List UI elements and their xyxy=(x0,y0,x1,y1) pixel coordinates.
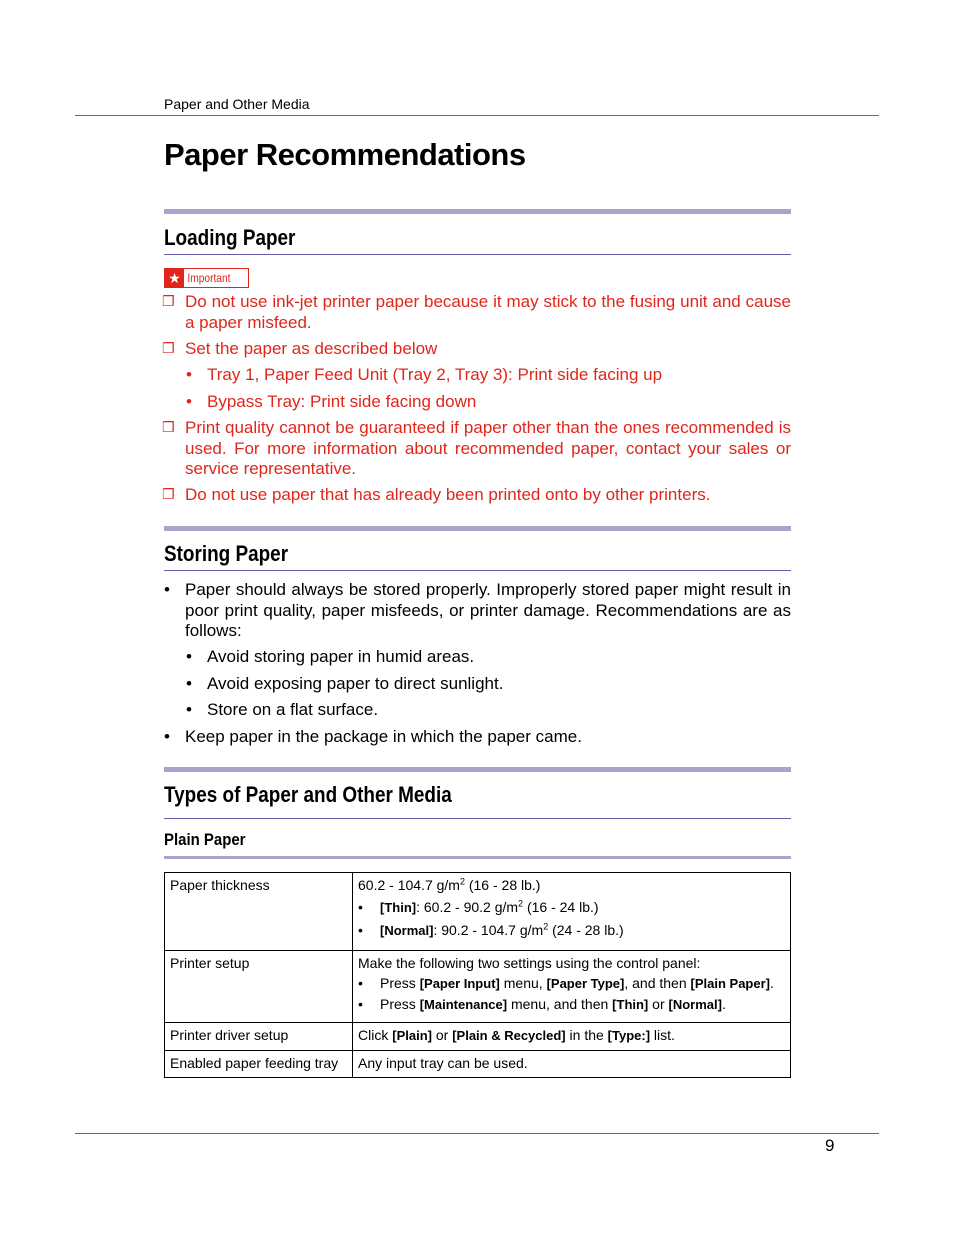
section-bar xyxy=(164,767,791,772)
bullet-icon: • xyxy=(164,580,170,599)
table-label-cell: Printer setup xyxy=(165,951,353,1023)
table-row xyxy=(165,951,791,1023)
subsection-rule xyxy=(164,856,791,859)
important-badge xyxy=(164,268,249,288)
cell-bullet-item xyxy=(358,995,785,1014)
bullet-icon: • xyxy=(186,392,192,411)
checkbox-icon: ❒ xyxy=(162,293,175,309)
header-rule xyxy=(75,115,879,116)
bullet-icon: • xyxy=(164,727,170,746)
storing-item: Paper should always be stored properly. Improperly stored paper might result in poor print quality, paper misfeeds, or printer damage. Recommendations are as follows: xyxy=(185,580,791,640)
cell-bullet-item xyxy=(358,974,785,993)
checkbox-icon: ❒ xyxy=(162,419,175,435)
table-value-cell xyxy=(353,1023,791,1051)
storing-item: Keep paper in the package in which the paper came. xyxy=(185,727,582,746)
option-key: [Plain & Recycled] xyxy=(452,1028,566,1043)
option-key: [Type:] xyxy=(607,1028,651,1043)
bullet-icon: • xyxy=(358,996,363,1012)
text-span: Click xyxy=(358,1027,393,1043)
bullet-icon: • xyxy=(186,647,192,666)
page-title: Paper Recommendations xyxy=(164,137,526,172)
important-item: Print quality cannot be guaranteed if paper other than the ones recommended is used. For more information about recommended paper, contact your sales or service representative. xyxy=(185,418,791,478)
text-span: in the xyxy=(565,1027,608,1043)
option-key: [Thin] xyxy=(612,997,649,1012)
important-subitem: Bypass Tray: Print side facing down xyxy=(207,392,477,411)
option-key: [Normal] xyxy=(380,923,434,938)
bullet-icon: • xyxy=(186,700,192,719)
text-span: or xyxy=(648,996,669,1012)
text-span: , and then xyxy=(624,975,691,991)
storing-subitem: Avoid storing paper in humid areas. xyxy=(207,647,475,666)
superscript: 2 xyxy=(543,921,549,932)
section-bar xyxy=(164,526,791,531)
table-label-cell: Printer driver setup xyxy=(165,1023,353,1051)
section-rule xyxy=(164,818,791,819)
superscript: 2 xyxy=(459,876,465,887)
text-span: : 90.2 - 104.7 g/m xyxy=(433,922,544,938)
important-label: Important xyxy=(187,271,231,285)
section-loading-paper xyxy=(164,209,791,255)
section-title: Loading Paper xyxy=(164,225,296,250)
important-item: Set the paper as described below xyxy=(185,339,438,358)
cell-line: Make the following two settings using the control panel: xyxy=(358,955,701,971)
option-key: [Paper Type] xyxy=(546,976,625,991)
section-bar xyxy=(164,209,791,214)
bullet-icon: • xyxy=(358,899,363,915)
checkbox-icon: ❒ xyxy=(162,486,175,502)
storing-subitem: Avoid exposing paper to direct sunlight. xyxy=(207,674,504,693)
cell-bullet-item xyxy=(358,898,785,917)
superscript: 2 xyxy=(518,898,524,909)
table-value-cell: Any input tray can be used. xyxy=(353,1051,791,1078)
bullet-icon: • xyxy=(186,674,192,693)
table-value-cell xyxy=(353,951,791,1023)
text-span: list. xyxy=(650,1027,675,1043)
table-row xyxy=(165,873,791,951)
section-rule xyxy=(164,254,791,255)
text-span: menu, xyxy=(499,975,547,991)
important-subitem: Tray 1, Paper Feed Unit (Tray 2, Tray 3): Print side facing up xyxy=(207,365,663,384)
text-span: . xyxy=(721,996,726,1012)
option-key: [Normal] xyxy=(668,997,722,1012)
text-span: . xyxy=(769,975,774,991)
section-types-of-paper xyxy=(164,767,791,819)
section-rule xyxy=(164,570,791,571)
text-span: (16 - 28 lb.) xyxy=(464,877,541,893)
storing-subitem: Store on a flat surface. xyxy=(207,700,379,719)
bullet-icon: • xyxy=(186,365,192,384)
important-item: Do not use paper that has already been printed onto by other printers. xyxy=(185,485,711,504)
text-span: 60.2 - 104.7 g/m xyxy=(358,877,460,893)
table-label-cell: Paper thickness xyxy=(165,873,353,951)
important-item: Do not use ink-jet printer paper because it may stick to the fusing unit and cause a paper misfeed. xyxy=(185,292,791,332)
table-value-cell xyxy=(353,873,791,951)
option-key: [Maintenance] xyxy=(419,997,508,1012)
table-label-cell: Enabled paper feeding tray xyxy=(165,1051,353,1078)
star-icon: ★ xyxy=(165,269,184,287)
checkbox-icon: ❒ xyxy=(162,340,175,356)
table-row xyxy=(165,1023,791,1051)
plain-paper-table xyxy=(164,872,791,1078)
text-span: menu, and then xyxy=(507,996,613,1012)
section-storing-paper xyxy=(164,526,791,571)
page-number: 9 xyxy=(825,1136,835,1155)
section-title: Types of Paper and Other Media xyxy=(164,782,452,807)
subsection-title: Plain Paper xyxy=(164,830,246,849)
table-row xyxy=(165,1051,791,1078)
text-span: : 60.2 - 90.2 g/m xyxy=(416,899,519,915)
cell-line xyxy=(358,876,785,894)
bullet-icon: • xyxy=(358,922,363,938)
bullet-icon: • xyxy=(358,975,363,991)
option-key: [Thin] xyxy=(380,900,417,915)
text-span: Press xyxy=(380,975,420,991)
text-span: (16 - 24 lb.) xyxy=(523,899,599,915)
text-span: Press xyxy=(380,996,420,1012)
text-span: or xyxy=(431,1027,453,1043)
running-header: Paper and Other Media xyxy=(164,96,310,112)
text-span: (24 - 28 lb.) xyxy=(548,922,624,938)
cell-bullet-item xyxy=(358,921,785,940)
option-key: [Paper Input] xyxy=(419,976,500,991)
option-key: [Plain] xyxy=(392,1028,432,1043)
section-title: Storing Paper xyxy=(164,541,289,566)
footer-rule xyxy=(75,1133,879,1134)
option-key: [Plain Paper] xyxy=(690,976,770,991)
